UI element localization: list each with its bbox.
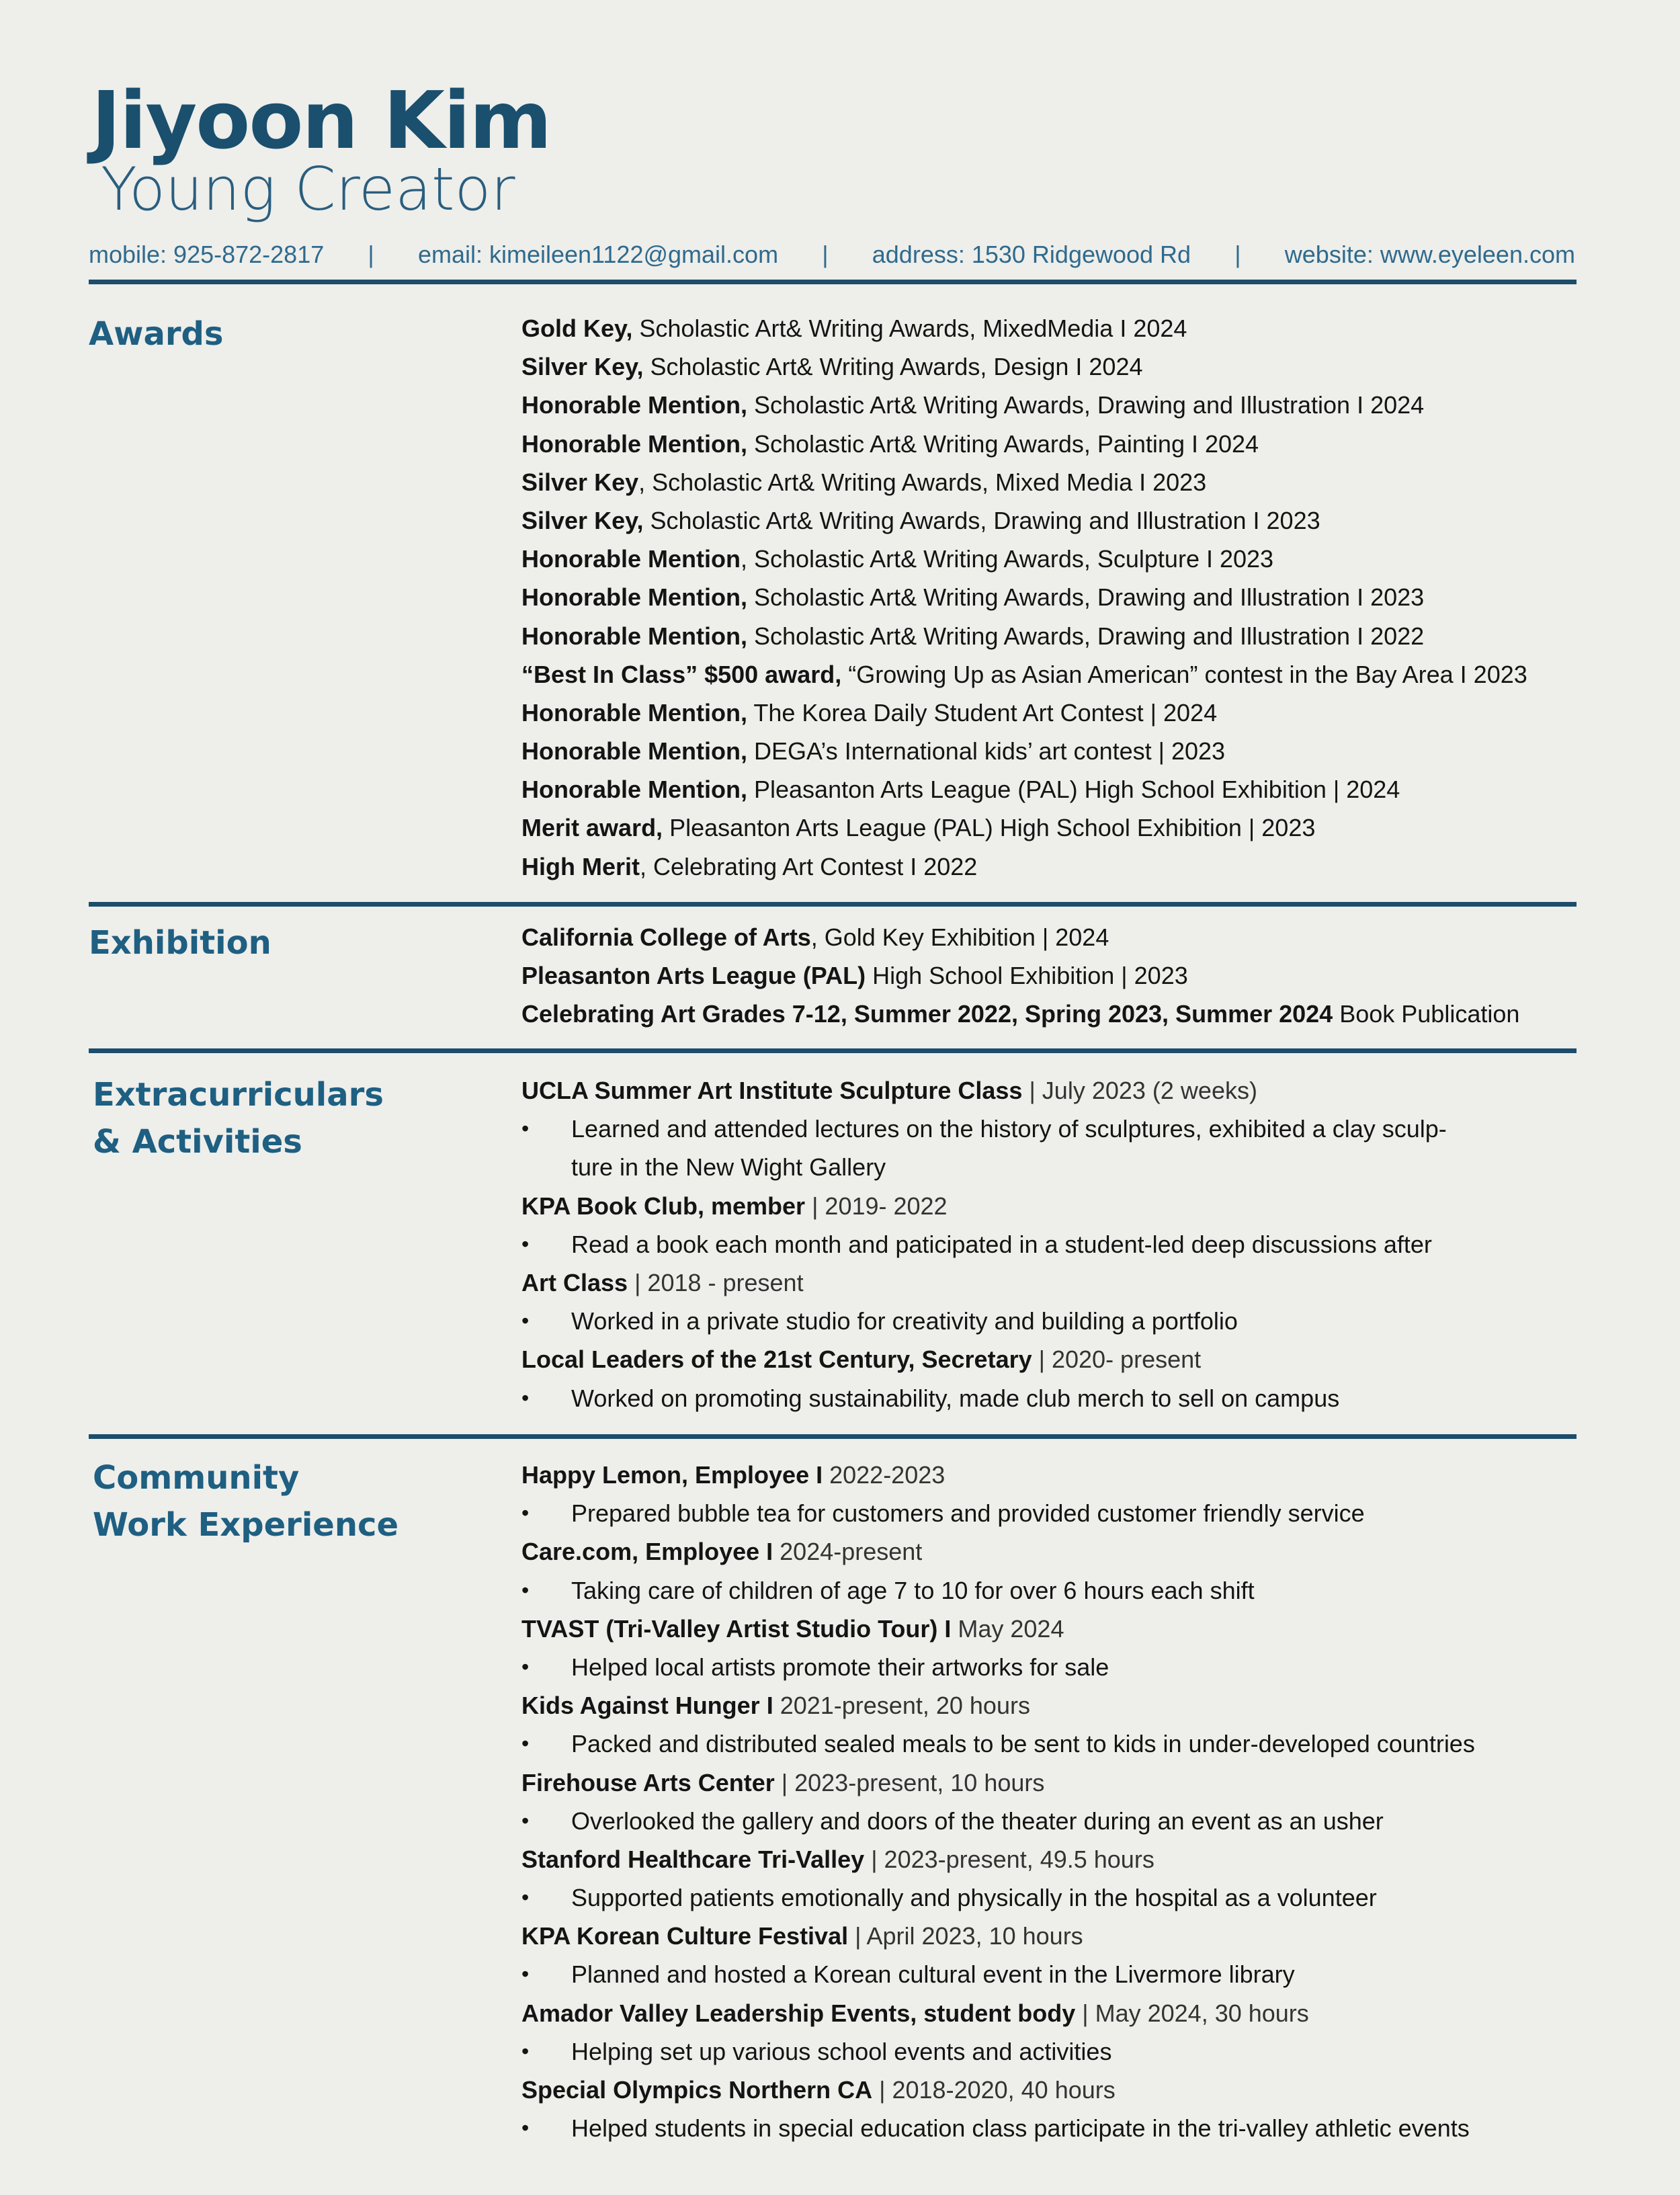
list-item: Silver Key, Scholastic Art& Writing Awards, Design I 2024: [521, 353, 1143, 381]
entry-heading: Local Leaders of the 21st Century, Secretary | 2020- present: [521, 1345, 1202, 1374]
list-item: California College of Arts, Gold Key Exhibition | 2024: [521, 923, 1109, 951]
section-title-line: Work Experience: [93, 1506, 399, 1544]
awards-list: [521, 309, 1527, 886]
list-item: Honorable Mention, DEGA’s International kids’ art contest | 2023: [521, 737, 1226, 765]
entry-bullet: • Supported patients emotionally and physically in the hospital as a volunteer: [521, 1878, 1475, 1917]
list-item: Celebrating Art Grades 7-12, Summer 2022, Spring 2023, Summer 2024 Book Publication: [521, 1000, 1520, 1028]
contact-bar: [89, 241, 1575, 269]
extracurriculars-list: [521, 1071, 1447, 1417]
community-list: [521, 1456, 1475, 2147]
section-title-extracurriculars: [93, 1071, 384, 1165]
list-item: “Best In Class” $500 award, “Growing Up as Asian American” contest in the Bay Area I 2023: [521, 660, 1527, 688]
entry-bullet: • Worked on promoting sustainability, made club merch to sell on campus: [521, 1379, 1447, 1417]
list-item: Honorable Mention, Scholastic Art& Writing Awards, Drawing and Illustration I 2024: [521, 391, 1425, 419]
entry-bullet: • Taking care of children of age 7 to 10 for over 6 hours each shift: [521, 1571, 1475, 1610]
contact-address: address: 1530 Ridgewood Rd: [872, 241, 1191, 268]
list-item: Merit award, Pleasanton Arts League (PAL) High School Exhibition | 2023: [521, 814, 1316, 842]
entry-bullet: • Helped local artists promote their artworks for sale: [521, 1648, 1475, 1686]
person-name: Jiyoon Kim: [91, 74, 551, 167]
contact-separator: |: [368, 241, 374, 268]
entry-bullet-continued: ture in the New Wight Gallery: [571, 1153, 886, 1182]
list-item: High Merit, Celebrating Art Contest I 2022: [521, 852, 978, 880]
entry-bullet: • Worked in a private studio for creativity and building a portfolio: [521, 1302, 1447, 1340]
entry-heading: Firehouse Arts Center | 2023-present, 10 hours: [521, 1768, 1045, 1796]
contact-separator: |: [822, 241, 829, 268]
entry-heading: Kids Against Hunger I 2021-present, 20 hours: [521, 1692, 1030, 1720]
section-title-exhibition: Exhibition: [89, 924, 271, 962]
contact-separator: |: [1234, 241, 1241, 268]
list-item: Gold Key, Scholastic Art& Writing Awards, MixedMedia I 2024: [521, 315, 1187, 342]
divider: [89, 1434, 1577, 1439]
list-item: Silver Key, Scholastic Art& Writing Awards, Mixed Media I 2023: [521, 468, 1207, 496]
entry-heading: Special Olympics Northern CA | 2018-2020, 40 hours: [521, 2076, 1116, 2104]
entry-heading: Stanford Healthcare Tri-Valley | 2023-present, 49.5 hours: [521, 1845, 1154, 1873]
entry-heading: KPA Korean Culture Festival | April 2023, 10 hours: [521, 1922, 1083, 1950]
section-title-line: & Activities: [93, 1123, 302, 1161]
list-item: Honorable Mention, Scholastic Art& Writing Awards, Drawing and Illustration I 2022: [521, 622, 1425, 650]
exhibition-list: [521, 918, 1519, 1034]
contact-email: email: kimeileen1122@gmail.com: [417, 241, 779, 268]
divider: [89, 902, 1577, 907]
person-subtitle: Young Creator: [101, 155, 515, 224]
entry-bullet: • Packed and distributed sealed meals to be sent to kids in under-developed countries: [521, 1725, 1475, 1763]
contact-website: website: www.eyeleen.com: [1284, 241, 1575, 268]
entry-heading: KPA Book Club, member | 2019- 2022: [521, 1192, 948, 1220]
list-item: Honorable Mention, Scholastic Art& Writing Awards, Painting I 2024: [521, 429, 1259, 458]
entry-bullet: • Helped students in special education class participate in the tri-valley athletic events: [521, 2109, 1475, 2147]
section-title-line: Extracurriculars: [93, 1076, 384, 1114]
section-title-line: Community: [93, 1459, 300, 1497]
divider: [89, 280, 1577, 284]
list-item: Honorable Mention, Scholastic Art& Writing Awards, Sculpture I 2023: [521, 545, 1274, 573]
section-title-community: [93, 1454, 398, 1548]
entry-bullet: • Overlooked the gallery and doors of the theater during an event as an usher: [521, 1802, 1475, 1840]
entry-heading: UCLA Summer Art Institute Sculpture Class | July 2023 (2 weeks): [521, 1077, 1257, 1104]
entry-bullet: • Planned and hosted a Korean cultural event in the Livermore library: [521, 1955, 1475, 1993]
entry-bullet: • Helping set up various school events and activities: [521, 2032, 1475, 2071]
list-item: Pleasanton Arts League (PAL) High School Exhibition | 2023: [521, 962, 1188, 990]
divider: [89, 1048, 1577, 1053]
list-item: Honorable Mention, Pleasanton Arts League (PAL) High School Exhibition | 2024: [521, 776, 1400, 804]
section-title-awards: Awards: [89, 315, 224, 353]
entry-bullet: • Read a book each month and paticipated in a student-led deep discussions after: [521, 1225, 1447, 1264]
entry-heading: Amador Valley Leadership Events, student body | May 2024, 30 hours: [521, 1999, 1309, 2027]
list-item: Silver Key, Scholastic Art& Writing Awards, Drawing and Illustration I 2023: [521, 506, 1320, 534]
list-item: Honorable Mention, Scholastic Art& Writing Awards, Drawing and Illustration I 2023: [521, 583, 1425, 612]
list-item: Honorable Mention, The Korea Daily Student Art Contest | 2024: [521, 698, 1218, 727]
contact-mobile: mobile: 925-872-2817: [89, 241, 325, 268]
entry-heading: Art Class | 2018 - present: [521, 1268, 804, 1296]
entry-bullet: • Prepared bubble tea for customers and provided customer friendly service: [521, 1494, 1475, 1532]
entry-heading: Care.com, Employee I 2024-present: [521, 1538, 923, 1566]
entry-heading: Happy Lemon, Employee I 2022-2023: [521, 1461, 946, 1489]
entry-bullet: • Learned and attended lectures on the history of sculptures, exhibited a clay sculp-: [521, 1110, 1447, 1148]
entry-heading: TVAST (Tri-Valley Artist Studio Tour) I May 2024: [521, 1614, 1064, 1643]
